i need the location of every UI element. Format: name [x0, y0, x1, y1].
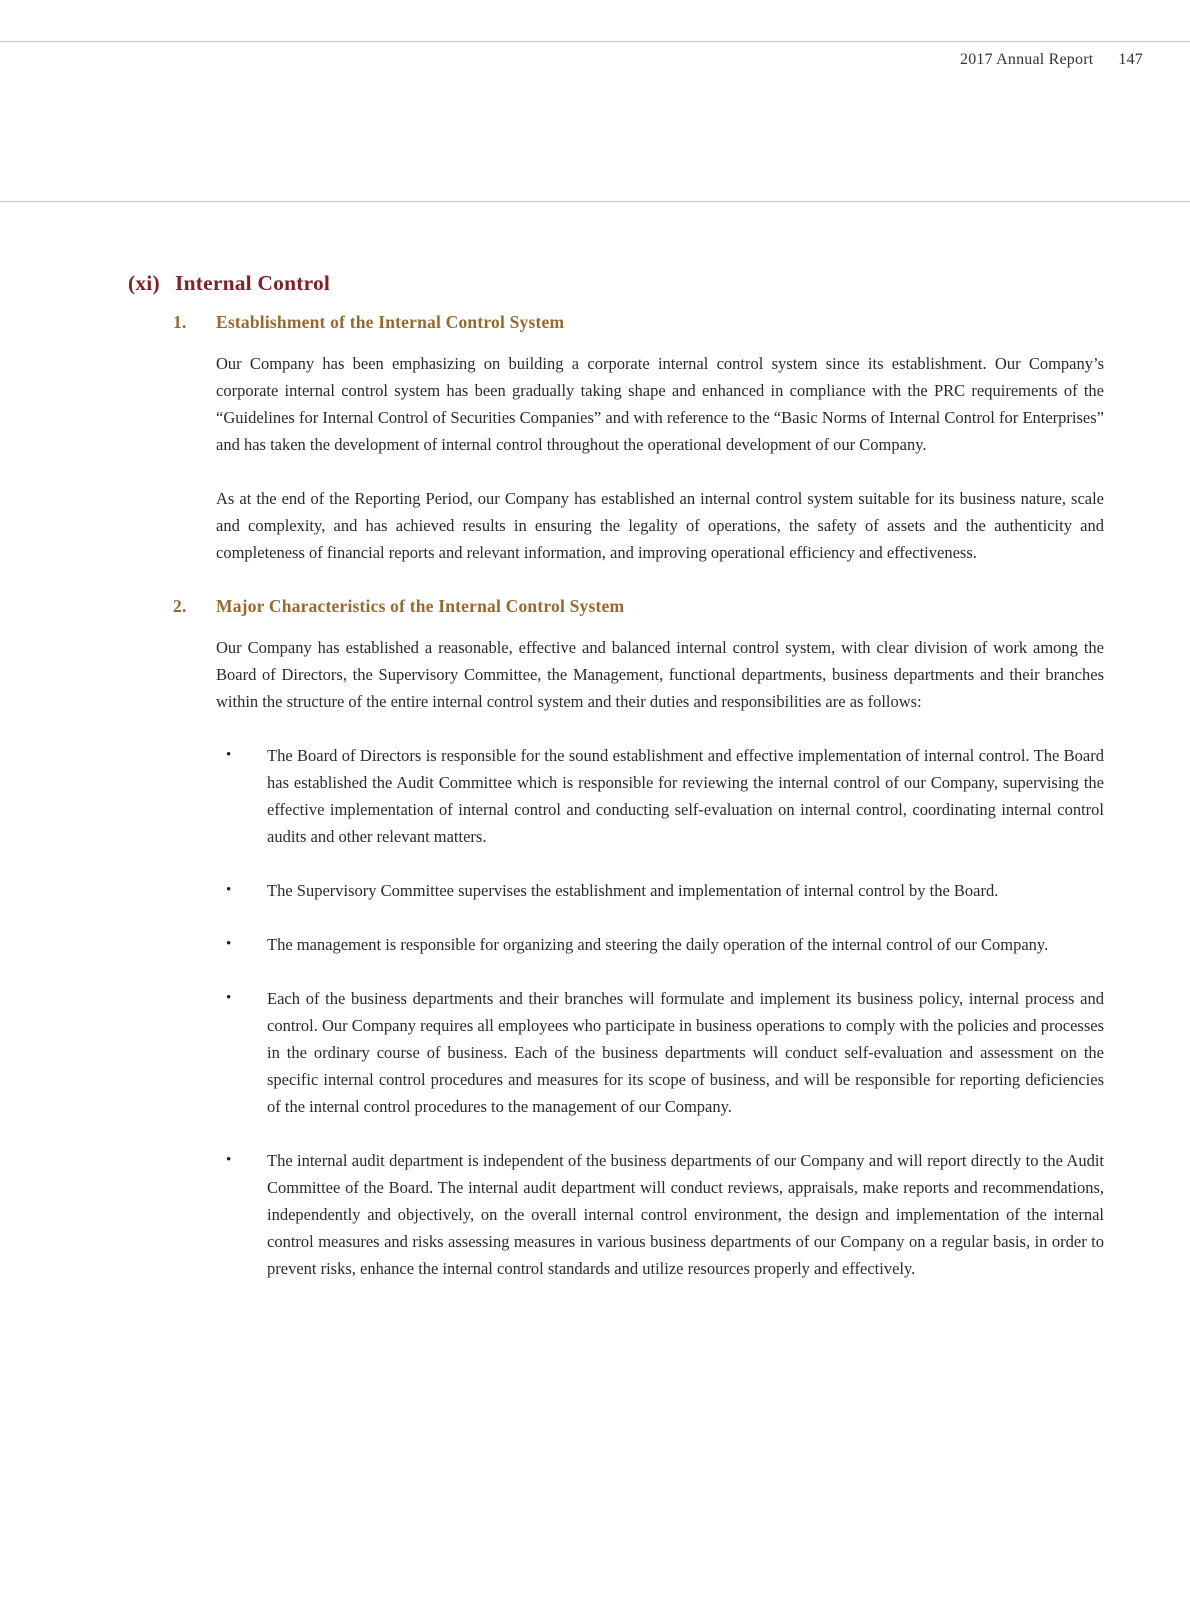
bullet-text: The Board of Directors is responsible for the sound establishment and effective implementation of internal control. The Board has established the Audit Committee which is responsible for reviewing the internal control of our Company, supervising the effective implementation of internal control and conducting self-evaluation on internal control, coordinating internal control audits and other relevant matters. — [267, 746, 1104, 846]
subsection-1-number: 1. — [173, 312, 187, 332]
list-item — [226, 742, 1104, 850]
subsection-2-number: 2. — [173, 596, 187, 616]
report-title: 2017 Annual Report — [960, 51, 1094, 68]
bullet-text: Each of the business departments and their branches will formulate and implement its business policy, internal process and control. Our Company requires all employees who participate in business operations to comply with the policies and processes in the ordinary course of business. Each of the business departments will conduct self-evaluation and assessment on the specific internal control procedures and measures for its scope of business, and will be responsible for reporting deficiencies of the internal control procedures to the management of our Company. — [267, 989, 1104, 1116]
bullet-icon: • — [226, 1152, 232, 1168]
subsection-2-heading — [173, 593, 1190, 620]
bullet-text: The management is responsible for organizing and steering the daily operation of the internal control of our Company. — [267, 935, 1049, 954]
section-number: (xi) — [128, 271, 160, 295]
paragraph: As at the end of the Reporting Period, our Company has established an internal control system suitable for its business nature, scale and complexity, and has achieved results in ensuring the legality of operations, the safety of assets and the authenticity and completeness of financial reports and relevant information, and improving operational efficiency and effectiveness. — [216, 489, 1104, 562]
list-item — [226, 1147, 1104, 1282]
subsection-2-title: Major Characteristics of the Internal Control System — [216, 596, 625, 616]
paragraph: Our Company has been emphasizing on building a corporate internal control system since its establishment. Our Company’s corporate internal control system has been gradually taking shape and enhanced in compliance with the PRC requirements of the “Guidelines for Internal Control of Securities Companies” and with reference to the “Basic Norms of Internal Control for Enterprises” and has taken the development of internal control throughout the operational development of our Company. — [216, 354, 1104, 454]
bullet-icon: • — [226, 936, 232, 952]
bullet-icon: • — [226, 990, 232, 1006]
list-item — [226, 931, 1104, 958]
subsection-1-heading — [173, 309, 1190, 336]
bullet-text: The internal audit department is independent of the business departments of our Company and will report directly to the Audit Committee of the Board. The internal audit department will conduct reviews, appraisals, make reports and recommendations, independently and objectively, on the overall internal control environment, the design and implementation of the internal control measures and risks assessing measures in various business departments of our Company on a regular basis, in order to prevent risks, enhance the internal control standards and utilize resources properly and effectively. — [267, 1151, 1104, 1278]
page-number: 147 — [1118, 51, 1143, 68]
paragraph: Our Company has established a reasonable, effective and balanced internal control system, with clear division of work among the Board of Directors, the Supervisory Committee, the Management, functional departments, business departments and their branches within the structure of the entire internal control system and their duties and responsibilities are as follows: — [216, 638, 1104, 711]
list-item — [226, 877, 1104, 904]
section-heading — [128, 269, 1190, 297]
bullet-icon: • — [226, 747, 232, 763]
list-item — [226, 985, 1104, 1120]
section-title: Internal Control — [175, 271, 331, 295]
subsection-1-title: Establishment of the Internal Control System — [216, 312, 565, 332]
bullet-text: The Supervisory Committee supervises the establishment and implementation of internal control by the Board. — [267, 881, 999, 900]
bullet-icon: • — [226, 882, 232, 898]
